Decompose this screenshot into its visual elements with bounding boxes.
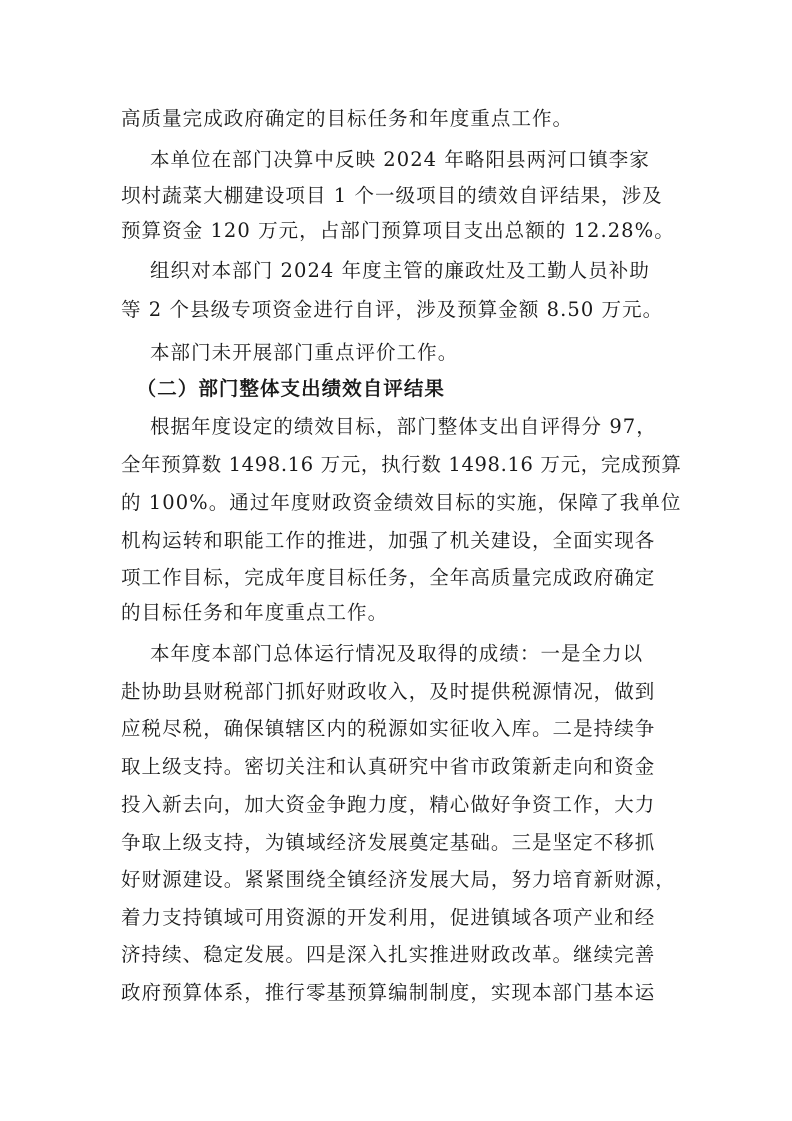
- text-line: 本单位在部门决算中反映 2024 年略阳县两河口镇李家: [121, 148, 650, 171]
- text-line: 着力支持镇域可用资源的开发利用，促进镇域各项产业和经: [121, 906, 656, 929]
- text-line: 机构运转和职能工作的推进，加强了机关建设，全面实现各: [121, 529, 656, 552]
- text-line: 的 100%。通过年度财政资金绩效目标的实施，保障了我单位: [121, 491, 682, 514]
- text-line: 全年预算数 1498.16 万元，执行数 1498.16 万元，完成预算: [121, 453, 682, 476]
- text-line: 取上级支持。密切关注和认真研究中省市政策新走向和资金: [121, 755, 656, 778]
- text-line: 济持续、稳定发展。四是深入扎实推进财政改革。继续完善: [121, 943, 656, 966]
- text-line: 本年度本部门总体运行情况及取得的成绩：一是全力以: [121, 642, 644, 665]
- text-line: 的目标任务和年度重点工作。: [121, 601, 389, 624]
- text-line: 应税尽税，确保镇辖区内的税源如实征收入库。二是持续争: [121, 717, 656, 740]
- text-line: 根据年度设定的绩效目标，部门整体支出自评得分 97，: [121, 415, 657, 438]
- text-line: 争取上级支持，为镇域经济发展奠定基础。三是坚定不移抓: [121, 831, 656, 854]
- text-line: 好财源建设。紧紧围绕全镇经济发展大局，努力培育新财源，: [121, 868, 676, 891]
- text-line: 赴协助县财税部门抓好财政收入，及时提供税源情况，做到: [121, 680, 656, 703]
- text-line: 预算资金 120 万元，占部门预算项目支出总额的 12.28%。: [121, 219, 675, 242]
- text-line: 项工作目标，完成年度目标任务，全年高质量完成政府确定: [121, 566, 656, 589]
- text-line: 投入新去向，加大资金争跑力度，精心做好争资工作，大力: [121, 793, 656, 816]
- section-heading: （二）部门整体支出绩效自评结果: [121, 377, 445, 400]
- text-line: 政府预算体系，推行零基预算编制制度，实现本部门基本运: [121, 981, 656, 1004]
- text-line: 本部门未开展部门重点评价工作。: [121, 341, 459, 364]
- text-line: 坝村蔬菜大棚建设项目 1 个一级项目的绩效自评结果，涉及: [121, 184, 663, 207]
- text-line: 组织对本部门 2024 年度主管的廉政灶及工勤人员补助: [121, 259, 650, 282]
- text-line: 等 2 个县级专项资金进行自评，涉及预算金额 8.50 万元。: [121, 298, 664, 321]
- text-line: 高质量完成政府确定的目标任务和年度重点工作。: [121, 107, 574, 130]
